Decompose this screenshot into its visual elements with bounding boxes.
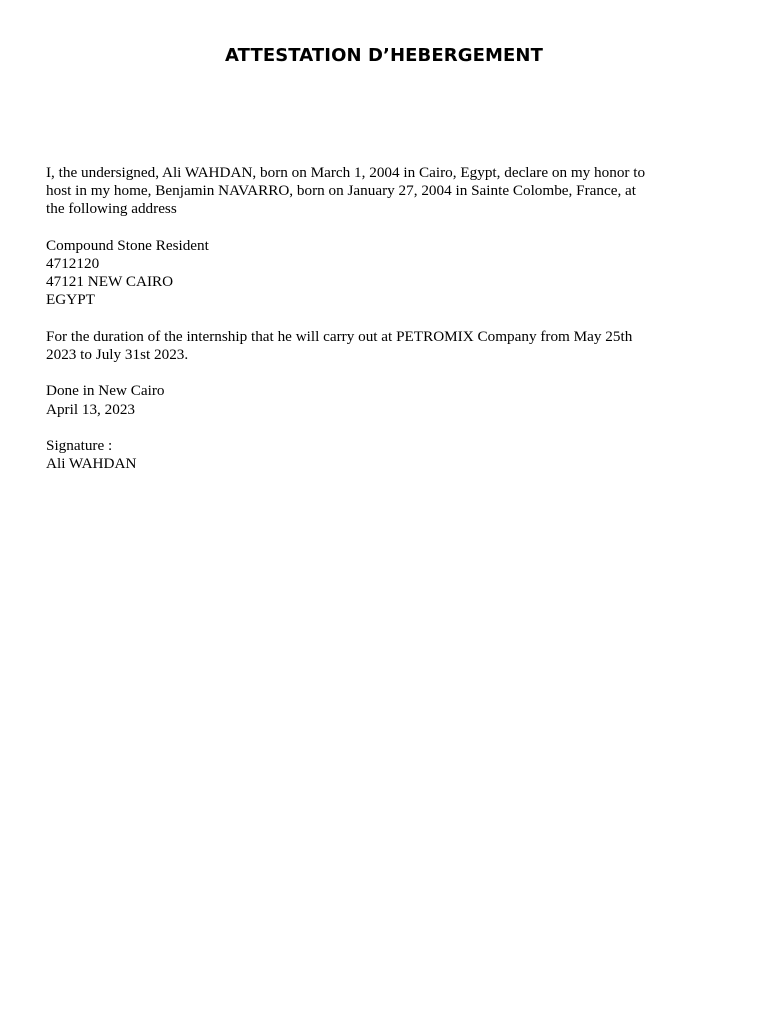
- signature-name: Ali WAHDAN: [46, 455, 137, 473]
- signature-block: [46, 437, 726, 473]
- document-body: [46, 164, 726, 492]
- address-line: 4712120: [46, 255, 100, 272]
- date-text: April 13, 2023: [46, 400, 136, 418]
- place-text: Done in New Cairo: [46, 382, 165, 400]
- document-title: ATTESTATION D’HEBERGEMENT: [225, 45, 543, 66]
- signature-label: Signature :: [46, 436, 113, 454]
- declaration-line: the following address: [46, 200, 177, 218]
- address-block: [46, 237, 726, 310]
- declaration-line: host in my home, Benjamin NAVARRO, born on January 27, 2004 in Sainte Colombe, France, at: [46, 182, 637, 200]
- address-line: EGYPT: [46, 291, 95, 309]
- address-line: 47121 NEW CAIRO: [46, 273, 174, 291]
- place-date-block: [46, 382, 726, 418]
- duration-paragraph: [46, 328, 726, 364]
- duration-line: 2023 to July 31st 2023.: [46, 346, 189, 363]
- declaration-paragraph: [46, 164, 726, 219]
- duration-line: For the duration of the internship that he will carry out at PETROMIX Company from May 25th: [46, 327, 633, 345]
- address-line: Compound Stone Resident: [46, 236, 209, 254]
- declaration-line: I, the undersigned, Ali WAHDAN, born on March 1, 2004 in Cairo, Egypt, declare on my honor to: [46, 164, 646, 181]
